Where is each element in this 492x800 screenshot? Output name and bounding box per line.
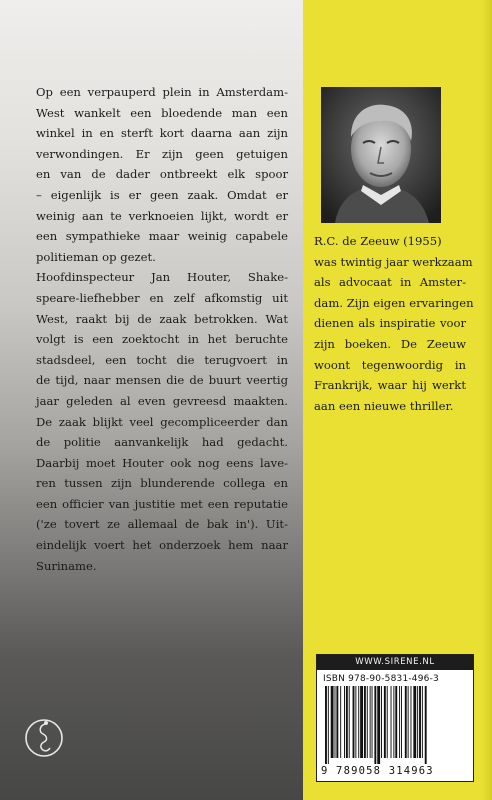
bio-line: was twintig jaar werkzaam bbox=[314, 254, 473, 269]
ean-digits: 9 789058 314963 bbox=[321, 765, 434, 777]
bio-line: woont tegenwoordig in bbox=[314, 357, 466, 372]
blurb-line: verwondingen. Er zijn geen getuigen bbox=[36, 146, 288, 161]
blurb-line: speare-liefhebber en zelf afkomstig uit bbox=[36, 290, 288, 305]
publisher-website[interactable]: WWW.SIRENE.NL bbox=[317, 655, 473, 670]
blurb-line: een sympathieke maar weinig capabele bbox=[36, 229, 288, 244]
blurb-line: Suriname. bbox=[36, 558, 97, 573]
blurb-line: Daarbij moet Houter ook nog eens lave- bbox=[36, 455, 288, 470]
blurb-line: volgt is een zoektocht in het beruchte bbox=[36, 332, 288, 347]
blurb-line: West, raakt bij de zaak betrokken. Wat bbox=[36, 311, 288, 326]
bio-line: Frankrijk, waar hij werkt bbox=[314, 378, 466, 393]
blurb-line: stadsdeel, een tocht die terugvoert in bbox=[36, 352, 288, 367]
bio-line: zijn boeken. De Zeeuw bbox=[314, 336, 466, 351]
isbn-label: ISBN 978-90-5831-496-3 bbox=[323, 674, 439, 684]
blurb-line: ('ze tovert ze allemaal de bak in'). Uit- bbox=[36, 517, 288, 532]
barcode-block bbox=[316, 654, 474, 782]
blurb-line: politieman op gezet. bbox=[36, 249, 156, 264]
blurb-line: de tijd, naar mensen die de buurt veertig bbox=[36, 373, 288, 388]
bio-line: dienen als inspiratie voor bbox=[314, 316, 466, 331]
blurb-line: De zaak blijkt veel gecompliceerder dan bbox=[36, 414, 288, 429]
blurb-line: weinig aan te verknoeien lijkt, wordt er bbox=[36, 208, 288, 223]
blurb-line: en van de dader ontbreekt elk spoor bbox=[36, 167, 288, 182]
blurb-line: Hoofdinspecteur Jan Houter, Shake- bbox=[36, 270, 288, 285]
bio-line: R.C. de Zeeuw (1955) bbox=[314, 234, 442, 248]
author-bio bbox=[314, 231, 474, 416]
bio-line: als advocaat in Amster- bbox=[314, 275, 466, 290]
blurb-line: West wankelt een bloedende man een bbox=[36, 105, 288, 120]
blurb-line: de politie aanvankelijk had gedacht. bbox=[36, 435, 288, 450]
barcode-icon bbox=[323, 686, 469, 766]
blurb-line: – eigenlijk is er geen zaak. Omdat er bbox=[36, 187, 288, 202]
blurb-line: winkel in en sterft kort daarna aan zijn bbox=[36, 126, 288, 141]
blurb-line: Op een verpauperd plein in Amsterdam- bbox=[36, 85, 288, 99]
blurb-line: ren tussen zijn blunderende collega en bbox=[36, 476, 288, 491]
blurb-line: een officier van justitie met een reputatie bbox=[36, 496, 288, 511]
bio-line: dam. Zijn eigen ervaringen bbox=[314, 295, 474, 310]
blurb-line: eindelijk voert het onderzoek hem naar bbox=[36, 538, 288, 553]
blurb-line: jaar geleden al even gevreesd maakten. bbox=[36, 393, 288, 408]
blurb-text bbox=[36, 82, 288, 576]
bio-line: aan een nieuwe thriller. bbox=[314, 398, 454, 413]
publisher-logo-icon bbox=[24, 714, 64, 762]
author-photo bbox=[321, 87, 441, 223]
